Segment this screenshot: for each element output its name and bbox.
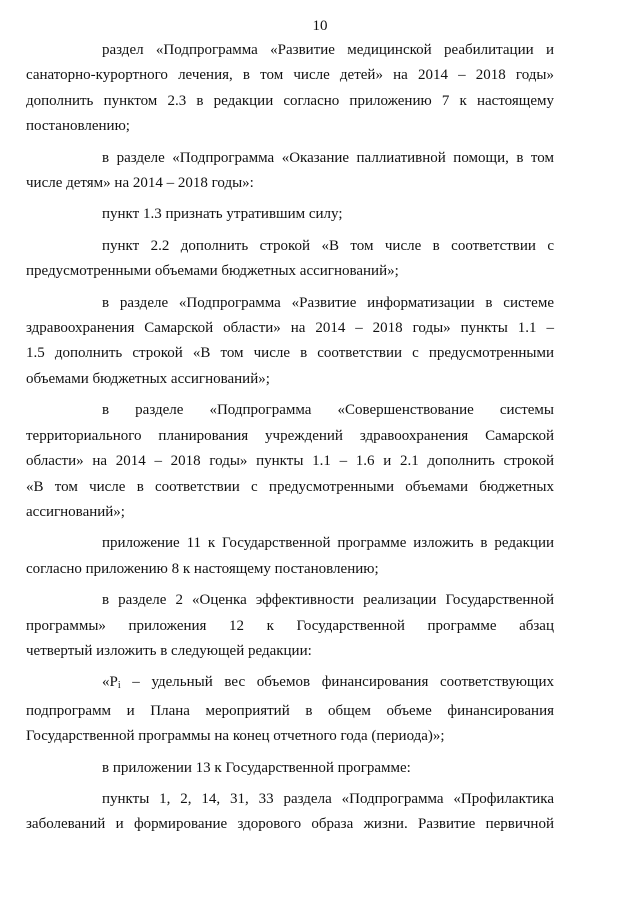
text-line: «В том числе в соответствии с предусмотренными объемами бюджетных <box>26 478 554 495</box>
paragraph-territorial-planning <box>26 398 554 525</box>
page-number: 10 <box>312 18 328 34</box>
paragraph-appendix-11 <box>26 531 554 582</box>
text-line: в разделе «Подпрограмма «Развитие информатизации в системе <box>102 294 554 311</box>
text-line: постановлению; <box>26 118 130 135</box>
text-line: подпрограмм и Плана мероприятий в общем объеме финансирования <box>26 702 554 719</box>
text-line: в приложении 13 к Государственной программе: <box>102 759 411 776</box>
formula-text: – удельный вес объемов финансирования соответствующих <box>120 674 554 691</box>
text-line: 1.5 дополнить строкой «В том числе в соответствии с предусмотренными <box>26 345 554 362</box>
text-line: в разделе «Подпрограмма «Совершенствование системы <box>102 402 554 419</box>
formula-subscript: i <box>117 680 121 692</box>
text-line: пункты 1, 2, 14, 31, 33 раздела «Подпрограмма «Профилактика <box>102 790 554 807</box>
paragraph-prevention-items <box>26 787 554 838</box>
text-line: заболеваний и формирование здорового образа жизни. Развитие первичной <box>26 816 554 833</box>
text-line: раздел «Подпрограмма «Развитие медицинской реабилитации и <box>102 42 554 58</box>
text-line: ассигнований»; <box>26 503 125 520</box>
text-line: программы» приложения 12 к Государственной программе абзац <box>26 617 554 634</box>
text-line: территориального планирования учреждений здравоохранения Самарской <box>26 427 554 444</box>
paragraph-informatization <box>26 291 554 393</box>
paragraph-formula-definition <box>26 670 554 749</box>
text-line: пункт 2.2 дополнить строкой «В том числе в соответствии с <box>102 237 554 254</box>
text-line: предусмотренными объемами бюджетных ассигнований»; <box>26 263 399 280</box>
formula-symbol: «P <box>102 674 118 691</box>
text-line: санаторно-курортного лечения, в том числе детей» на 2014 – 2018 годы» <box>26 67 554 84</box>
text-line: в разделе «Подпрограмма «Оказание паллиативной помощи, в том <box>102 149 554 166</box>
text-line: четвертый изложить в следующей редакции: <box>26 642 312 659</box>
text-line: области» на 2014 – 2018 годы» пункты 1.1 – 1.6 и 2.1 дополнить строкой <box>26 453 554 470</box>
paragraph-section-2-evaluation <box>26 588 554 664</box>
text-line <box>64 670 554 698</box>
text-line: Государственной программы на конец отчетного года (периода)»; <box>26 728 445 745</box>
paragraph-item-2-2 <box>26 234 554 285</box>
text-line: числе детям» на 2014 – 2018 годы»: <box>26 175 254 192</box>
text-line: дополнить пунктом 2.3 в редакции согласно приложению 7 к настоящему <box>26 92 554 109</box>
text-line: приложение 11 к Государственной программе изложить в редакции <box>102 535 554 552</box>
text-line: согласно приложению 8 к настоящему постановлению; <box>26 560 379 577</box>
document-body <box>26 38 554 844</box>
paragraph-rehabilitation <box>26 38 554 140</box>
paragraph-item-1-3 <box>64 202 554 227</box>
text-line: в разделе 2 «Оценка эффективности реализации Государственной <box>102 592 554 609</box>
text-line: здравоохранения Самарской области» на 2014 – 2018 годы» пункты 1.1 – <box>26 320 554 337</box>
text-line: пункт 1.3 признать утратившим силу; <box>102 206 343 223</box>
text-line: объемами бюджетных ассигнований»; <box>26 370 270 387</box>
paragraph-appendix-13 <box>64 756 554 781</box>
paragraph-palliative <box>26 146 554 197</box>
